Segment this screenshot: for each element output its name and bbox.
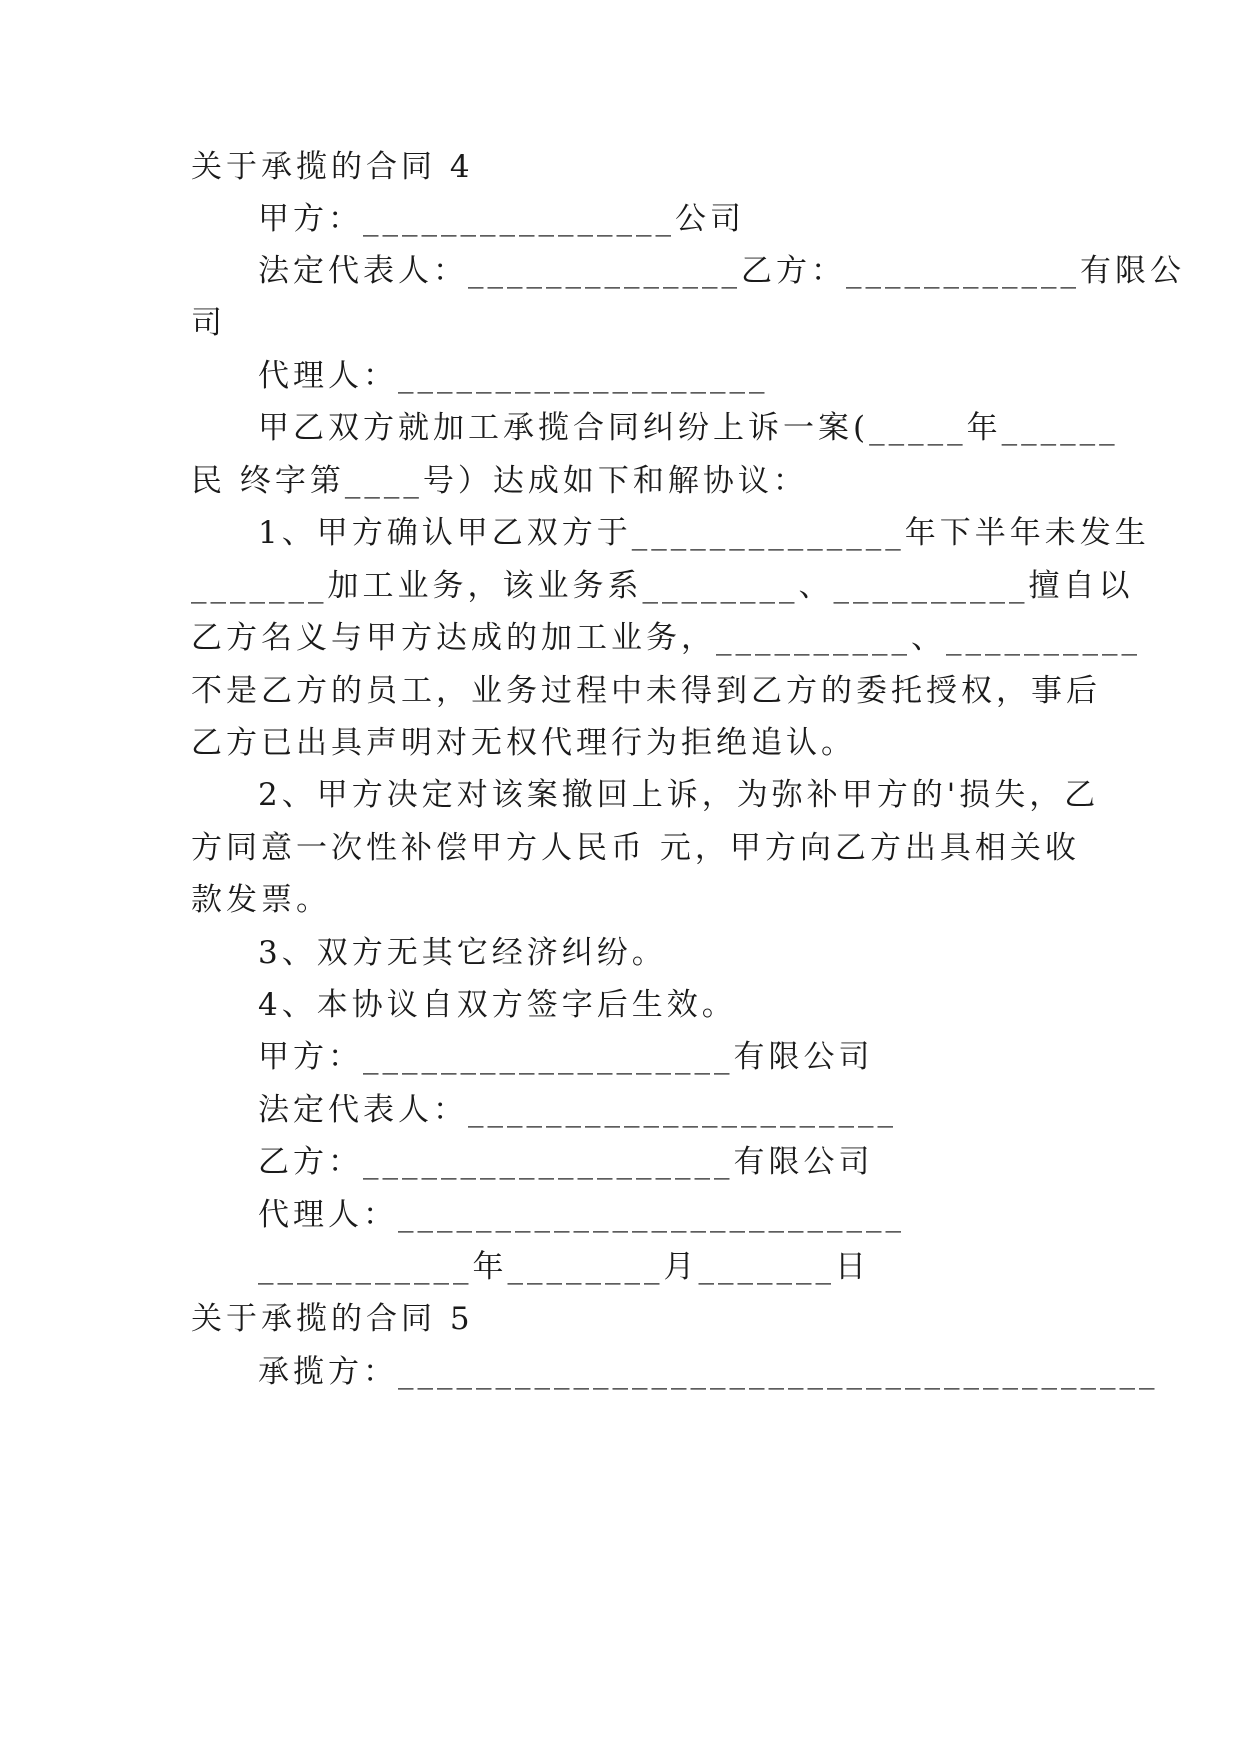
intro-paragraph-line-1: 甲乙双方就加工承揽合同纠纷上诉一案(_____年______ <box>258 410 1119 446</box>
clause-1-line-2: _______加工业务，该业务系________、__________擅自以 <box>191 568 1134 604</box>
intro-paragraph-line-2: 民 终字第____号）达成如下和解协议： <box>191 463 808 499</box>
clause-1-line-1: 1、甲方确认甲乙双方于______________年下半年未发生 <box>258 515 1150 551</box>
clause-1-line-5: 乙方已出具声明对无权代理行为拒绝追认。 <box>191 725 856 761</box>
clause-1-line-3: 乙方名义与甲方达成的加工业务，__________、__________ <box>191 620 1141 656</box>
clause-2-line-1: 2、甲方决定对该案撤回上诉，为弥补甲方的'损失，乙 <box>258 777 1100 813</box>
signature-party-a: 甲方：___________________有限公司 <box>258 1039 874 1075</box>
clause-2-line-3: 款发票。 <box>191 882 331 918</box>
clause-2-line-2: 方同意一次性补偿甲方人民币 元，甲方向乙方出具相关收 <box>191 830 1080 866</box>
signature-legal-rep: 法定代表人：______________________ <box>258 1092 897 1128</box>
agent-line: 代理人：___________________ <box>258 358 769 394</box>
contract-4-title: 关于承揽的合同 4 <box>191 149 474 185</box>
legal-rep-party-b-line: 法定代表人：______________乙方：____________有限公 <box>258 253 1185 289</box>
clause-1-line-4: 不是乙方的员工，业务过程中未得到乙方的委托授权，事后 <box>191 673 1101 709</box>
signature-party-b: 乙方：___________________有限公司 <box>258 1144 874 1180</box>
contractor-line: 承揽方：_______________________________________ <box>258 1354 1159 1390</box>
signature-agent: 代理人：__________________________ <box>258 1197 905 1233</box>
party-a-line: 甲方：________________公司 <box>258 201 745 237</box>
clause-4-line: 4、本协议自双方签字后生效。 <box>258 987 737 1023</box>
clause-3-line: 3、双方无其它经济纠纷。 <box>258 935 667 971</box>
legal-rep-party-b-continuation: 司 <box>191 305 226 341</box>
signature-date: ___________年________月_______日 <box>258 1249 870 1285</box>
contract-5-title: 关于承揽的合同 5 <box>191 1301 474 1337</box>
